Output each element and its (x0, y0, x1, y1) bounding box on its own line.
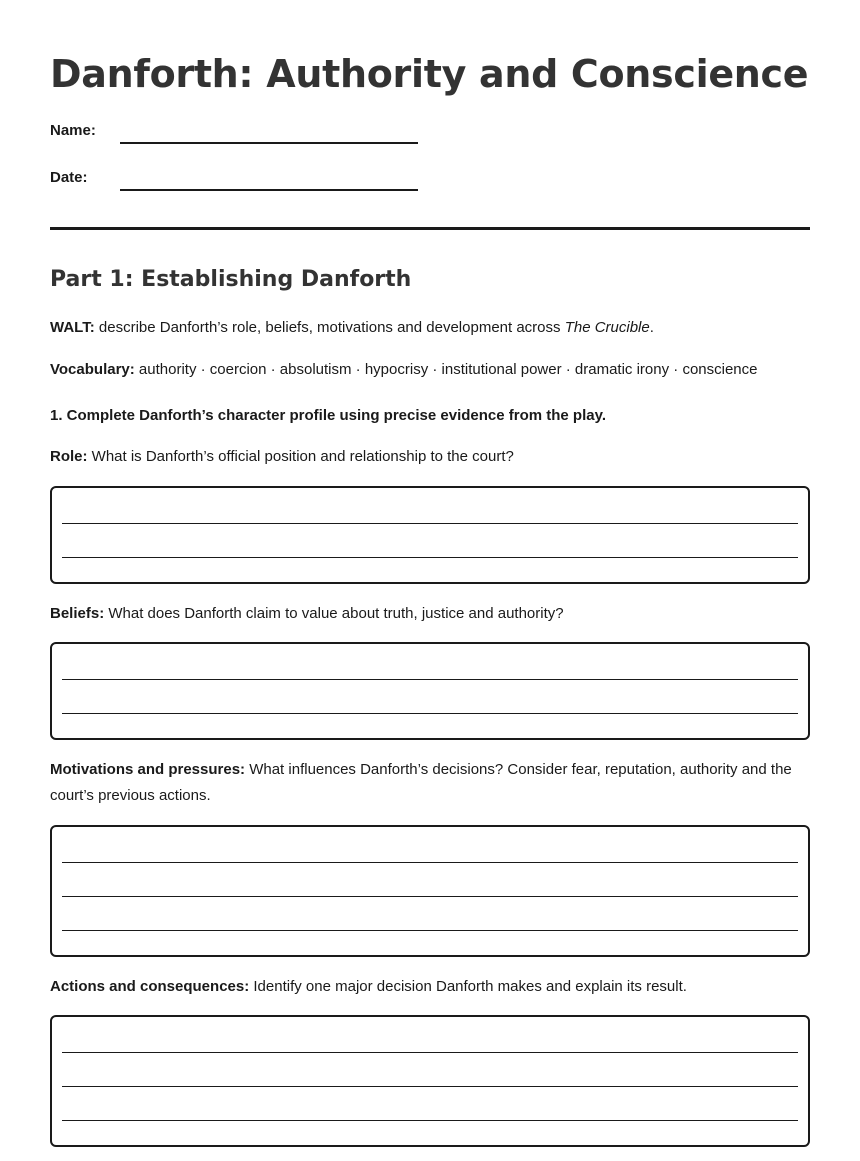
name-label: Name: (50, 122, 96, 139)
date-label: Date: (50, 169, 88, 186)
answer-line (62, 896, 798, 897)
answer-line (62, 523, 798, 524)
question-label: Beliefs: (50, 605, 105, 622)
question-text: What does Danforth claim to value about truth, justice and authority? (104, 605, 564, 622)
question-text: What influences Danforth’s decisions? Consider fear, reputation, authority and the court’s previous actions. (50, 761, 792, 804)
section-heading-part-1: Part 1: Establishing Danforth (50, 267, 412, 292)
question-label: Motivations and pressures: (50, 761, 246, 778)
vocabulary-terms: authority · coercion · absolutism · hypocrisy · institutional power · dramatic irony · conscience (134, 361, 758, 378)
header-divider (50, 227, 810, 230)
task-text: 1. Complete Danforth’s character profile using precise evidence from the play. (50, 407, 606, 424)
walt-text: describe Danforth’s role, beliefs, motivations and development across (94, 319, 565, 336)
answer-line (62, 679, 798, 680)
date-field-row (50, 168, 430, 192)
walt-end: . (649, 319, 654, 336)
question-actions (50, 974, 810, 1000)
answer-box-beliefs[interactable] (50, 642, 810, 740)
page-title: Danforth: Authority and Conscience (50, 52, 809, 96)
vocabulary-label: Vocabulary: (50, 361, 135, 378)
answer-line (62, 557, 798, 558)
walt-label: WALT: (50, 319, 95, 336)
answer-line (62, 1086, 798, 1087)
question-text: What is Danforth’s official position and relationship to the court? (87, 448, 514, 465)
date-field[interactable] (120, 189, 418, 191)
answer-line (62, 713, 798, 714)
answer-line (62, 930, 798, 931)
question-motivations (50, 757, 810, 809)
question-role (50, 444, 810, 470)
question-text: Identify one major decision Danforth makes and explain its result. (249, 978, 687, 995)
task-instruction (50, 403, 810, 429)
answer-box-motivations[interactable] (50, 825, 810, 957)
name-field-row (50, 121, 430, 145)
walt-play-title: The Crucible (564, 319, 650, 336)
name-field[interactable] (120, 142, 418, 144)
answer-box-role[interactable] (50, 486, 810, 584)
walt-statement (50, 315, 810, 341)
answer-line (62, 1052, 798, 1053)
vocabulary-list (50, 357, 810, 383)
answer-line (62, 1120, 798, 1121)
question-beliefs (50, 601, 810, 627)
question-label: Role: (50, 448, 88, 465)
answer-box-actions[interactable] (50, 1015, 810, 1147)
question-label: Actions and consequences: (50, 978, 250, 995)
answer-line (62, 862, 798, 863)
